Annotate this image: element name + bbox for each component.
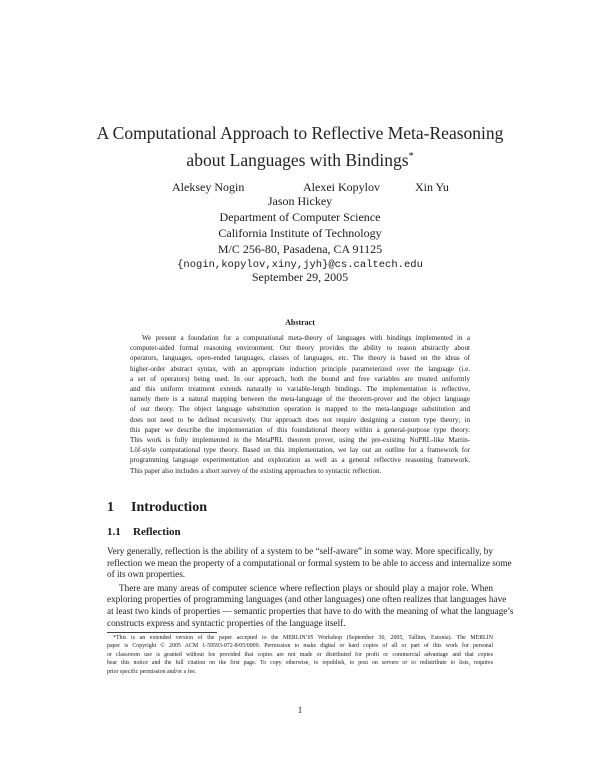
abstract-line: This work is fully implemented in the MetaPRL theorem prover, using the pre-existing NuPRL-like Martin- (130, 436, 470, 445)
abstract-line: operators, languages, open-ended languages, classes of languages, etc. The theory is based on the ideas of (130, 354, 470, 363)
body-line: There are many areas of computer science where reflection plays or should play a major role. When (119, 582, 493, 593)
footnote-line: paper is Copyright © 2005 ACM 1-59593-072-8/05/0009. Permission to make digital or hard copies of all or part of this work for personal (107, 643, 493, 650)
author-1: Aleksey Nogin (172, 180, 245, 194)
author-3: Xin Yu (415, 180, 449, 194)
subsection-title: Reflection (133, 526, 181, 538)
abstract-line: namely there is a natural mapping between the meta-language of the theorem-prover and the object language (130, 395, 470, 404)
abstract-line: We present a foundation for a computational meta-theory of languages with bindings implemented in a (142, 334, 470, 342)
abstract-line: programming language experimentation and exploration as well as a general reflective reasoning framework. (130, 456, 470, 465)
body-line: constructs express and syntactic properties of the language itself. (107, 617, 346, 628)
subsection-number: 1.1 (107, 526, 121, 538)
abstract-heading: Abstract (285, 318, 315, 327)
body-line: Very generally, reflection is the ability of a system to be “self-aware” in some way. More specifically, by (107, 546, 493, 556)
department: Department of Computer Science (219, 210, 381, 224)
abstract-line: a set of operators) being used. In our approach, both the bound and free variables are treated uniformly (130, 374, 470, 383)
title-footnote-mark: * (408, 151, 414, 162)
footnote-line: *This is an extended version of the paper accepted to the MERLIN’05 Workshop (September 30, 2005, Tallinn, Estonia). The MERLIN (113, 635, 493, 641)
abstract-line: This paper also includes a short survey of the existing approaches to syntactic reflection. (130, 466, 382, 475)
abstract-line: does not need to be defined recursively. Our approach does not require designing a custom type theory; in (130, 415, 470, 424)
title-line-1: A Computational Approach to Reflective Meta-Reasoning (96, 123, 504, 143)
institution: California Institute of Technology (218, 226, 382, 240)
section-number: 1 (107, 500, 114, 515)
body-line: of its own properties. (107, 569, 186, 580)
abstract-line: and this uniform treatment extends naturally to variable-length bindings. The implementation is reflective, (130, 385, 470, 394)
paper-title (60, 121, 540, 172)
section-heading-introduction (107, 500, 207, 516)
author-4: Jason Hickey (267, 194, 333, 208)
abstract-line: Löf-style computational type theory. Based on this implementation, we lay out an outline for a framework for (130, 446, 470, 455)
subsection-heading-reflection (107, 526, 181, 538)
title-line-2-text: about Languages with Bindings (186, 149, 409, 170)
section-title: Introduction (131, 500, 207, 515)
date: September 29, 2005 (251, 270, 349, 284)
abstract-line: this paper we describe the implementation of this foundational theory within a general-purpose type theory. (130, 425, 470, 434)
body-line: reflection we mean the property of a computational or formal system to be able to access and internalize some (107, 557, 512, 568)
footnote-line: bear this notice and the full citation on the first page. To copy otherwise, to republish, to post on servers or to redistribute to lists, requires (107, 660, 493, 667)
email: {nogin,kopylov,xiny,jyh}@cs.caltech.edu (177, 259, 423, 271)
body-text (107, 546, 514, 629)
abstract-line: higher-order abstract syntax, with an appropriate induction principle parameterized over the language (i.e. (130, 364, 470, 373)
footnote-line: or classroom use is granted without fee provided that copies are not made or distributed for profit or commercial advantage and that copies (107, 651, 493, 658)
author-2: Alexei Kopylov (303, 180, 380, 194)
abstract-text (130, 333, 470, 476)
page-number: 1 (297, 705, 303, 715)
title-line-2 (60, 145, 540, 172)
footnote-rule (107, 632, 217, 633)
address: M/C 256-80, Pasadena, CA 91125 (217, 242, 383, 256)
body-line: at least two kinds of properties — semantic properties that have to do with the meaning of what the language’s (107, 605, 514, 616)
abstract-line: of our theory. The object language substitution operation is mapped to the meta-language substitution and (130, 405, 470, 414)
body-line: exploring properties of programming languages (and other languages) one often realizes that languages have (107, 594, 507, 605)
affiliation (100, 193, 500, 273)
abstract-line: computer-aided formal reasoning environment. Our theory provides the ability to reason abstractly about (130, 344, 470, 353)
footnote (107, 634, 493, 676)
footnote-line: prior specific permission and/or a fee. (107, 668, 197, 675)
